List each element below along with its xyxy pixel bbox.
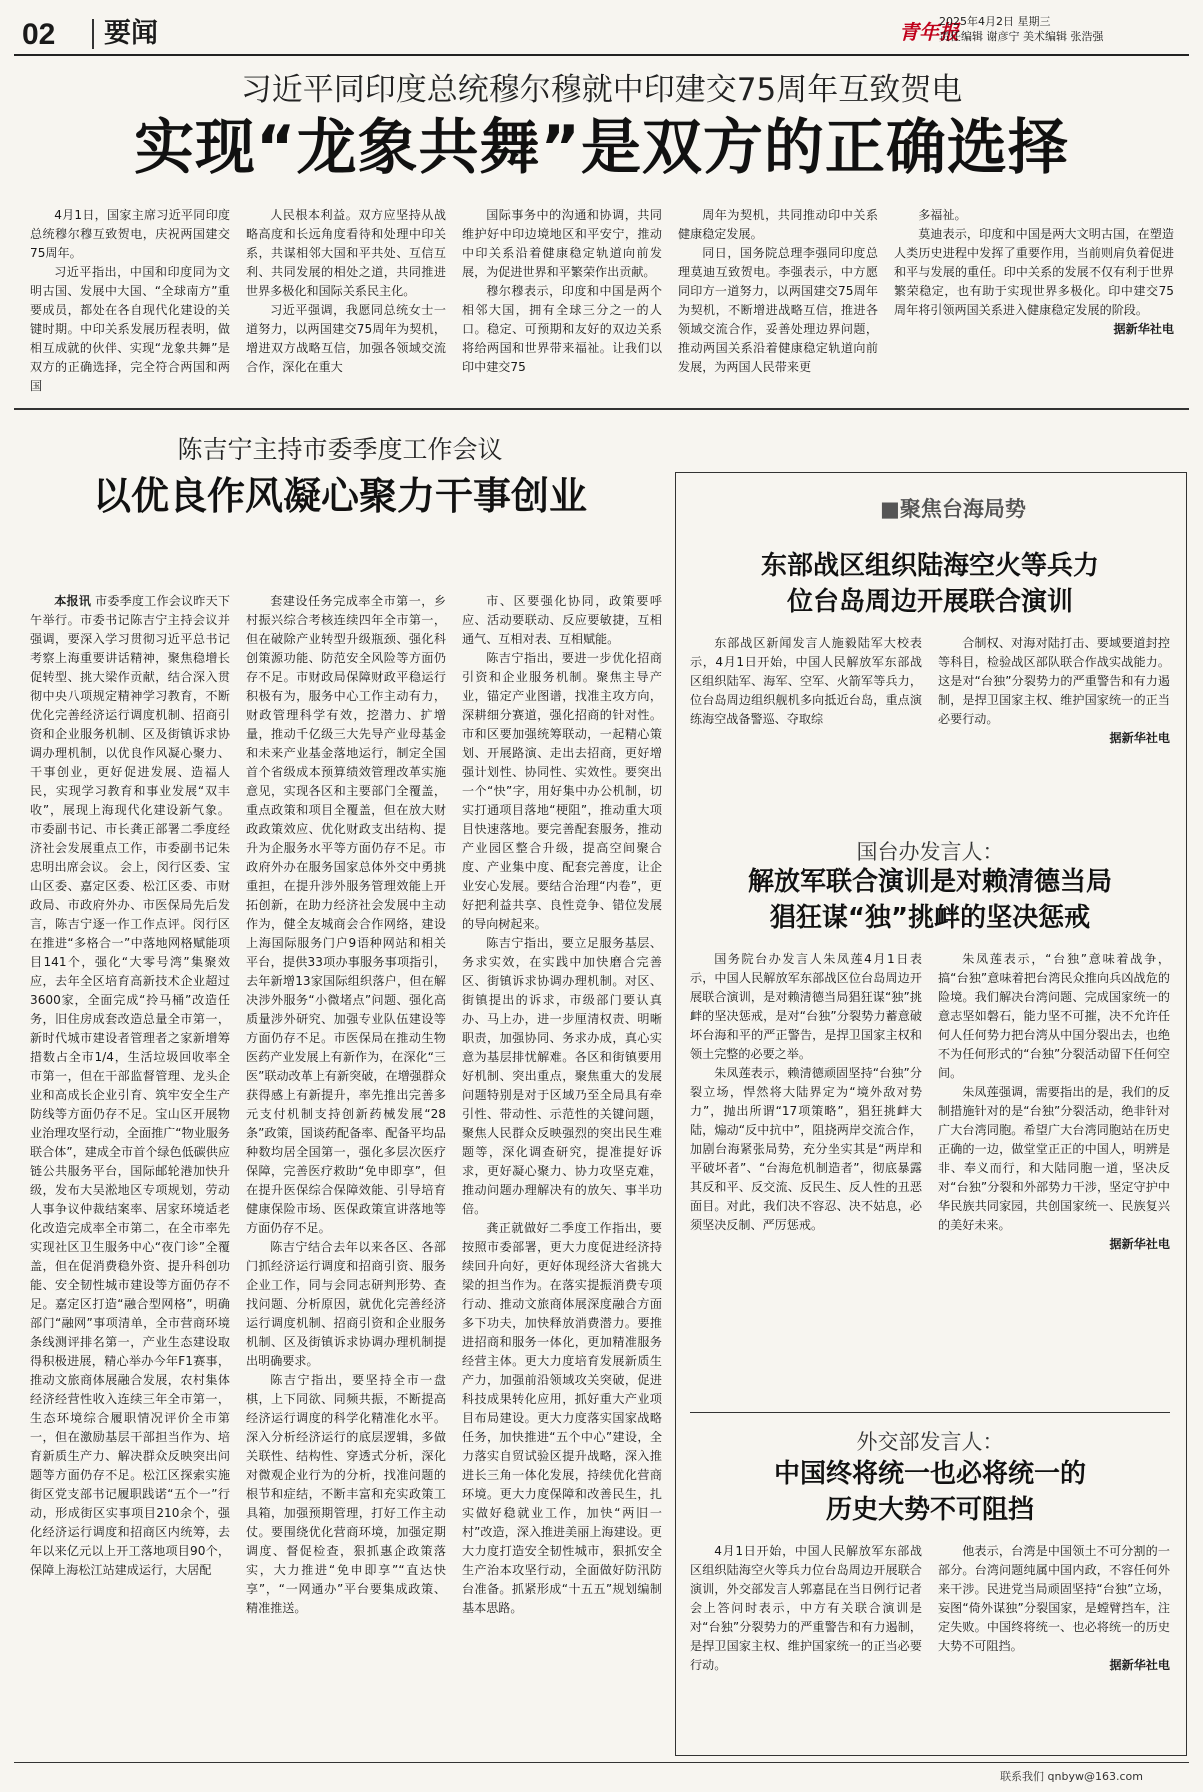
story1-col1: 4月1日，国家主席习近平同印度总统穆尔穆互致贺电，庆祝两国建交75周年。 习近平指出，中国和印度同为文明古国、发展中大国、“全球南方”重要成员，都处在各自现代化建设的关键时期。中印关系发展历程表明，做相互成就的伙伴、实现“龙象共舞”是双方的正确选择，完全符合两国和两国 [30,208,230,393]
story2-col2: 套建设任务完成率全市第一，乡村振兴综合考核连续四年全市第一，但在破除产业转型升级瓶颈、强化科创策源功能、防范安全风险等方面仍存不足。市财政局保障财政平稳运行积极有为，服务中心工作主动有力，财政管理科学有效，挖潜力、扩增量，推动千亿级三大先导产业母基金和未来产业基金落地运行，制定全国首个省级成本预算绩效管理改革实施意见，实现各区和主要部门全覆盖，重点政策和项目全覆盖，但在放大财政政策效应、优化财政支出结构、提升为企服务水平等方面仍存不足。市政府外办在服务国家总体外交中勇挑重担，在提升涉外服务管理效能上开拓创新，在助力经济社会发展中主动作为，健全友城商会合作网络，建设上海国际服务门户9语种网站和相关平台，提供33项办事服务事项指引，去年新增13家国际组织落户，但在解决涉外服务“小微堵点”问题、强化高质量涉外研究、加强专业队伍建设等方面仍存不足。市医保局在推动生物医药产业发展上有新作为，在深化“三医”联动改革上有新突破，在增强群众获得感上有新提升，率先推出完善多元支付机制支持创新药械发展“28条”政策，国谈药配备率、配备平均品种数均居全国第一，强化多层次医疗保障，完善医疗救助“免申即享”，但在提升医保综合保障效能、引导培育健康保险市场、医保政策宣讲落地等方面仍存不足。 陈吉宁结合去年以来各区、各部门抓经济运行调度和招商引资、服务企业工作，同与会同志研判形势、查找问题、分析原因，就优化完善经济运行调度机制、招商引资和企业服务机制、区及街镇诉求协调办理机制提出明确要求。 陈吉宁指出，要坚持全市一盘棋，上下同欲、同频共振，不断提高经济运行调度的科学化精准化水平。深入分析经济运行的底层逻辑，多做关联性、结构性、穿透式分析，深化对微观企业行为的分析，找准问题的根节和症结，不断丰富和充实政策工具箱，加强预期管理，打好工作主动仗。要围绕优化营商环境，加强定期调度、督促检查，狠抓惠企政策落实，大力推进“免申即享”“直达快享”，“一网通办”平台要集成政策、精准推送。 [246,594,446,1615]
sidebar3-col1: 4月1日开始，中国人民解放军东部战区组织陆海空火等兵力位台岛周边开展联合演训，外交部发言人郭嘉昆在当日例行记者会上答问时表示，中方有关联合演训是对“台独”分裂势力的严重警告和有力遏制，是捍卫国家主权、维护国家统一的正当必要行动。 [690,1544,922,1672]
story1-col4: 周年为契机，共同推动印中关系健康稳定发展。 同日，国务院总理李强同印度总理莫迪互致贺电。李强表示，中方愿同印方一道努力，以两国建交75周年为契机，不断增进战略互信，推进各领域交流合作，妥善处理边界问题，推动两国关系沿着健康稳定轨道向前发展，为两国人民带来更 [678,208,878,374]
sidebar2-headline [690,864,1170,936]
sidebar3-kicker: 外交部发言人： [856,1430,1004,1454]
story2-col3: 市、区要强化协同，政策要呼应、活动要联动、反应要敏捷，互相通气、互相对表、互相赋能。 陈吉宁指出，要进一步优化招商引资和企业服务机制。聚焦主导产业，锚定产业图谱，找准主攻方向，深耕细分赛道，强化招商的针对性。市和区要加强统筹联动，一起精心策划、开展路演、走出去招商，更好增强计划性、协同性、实效性。要突出一个“快”字，用好集中办公机制，切实打通项目落地“梗阻”，推动重大项目快速落地。要完善配套服务，推动产业园区整合升级，提高空间聚合度、产业集中度、配套完善度，让企业安心发展。要结合治理“内卷”，更好把利益共享、良性竞争、错位发展的导向树起来。 陈吉宁指出，要立足服务基层、务求实效，在实践中加快磨合完善区、街镇诉求协调办理机制。对区、街镇提出的诉求，市级部门要认真办、马上办，进一步厘清权责、明晰职责，加强协同、务求办成，真心实意为基层排忧解难。各区和街镇要用好机制、突出重点，聚焦重大的发展问题特别是对于区域乃至全局具有牵引性、带动性、示范性的关键问题，聚焦人民群众反映强烈的突出民生难题等，深化调查研究，提准提好诉求，更好凝心聚力、协力攻坚克难，推动问题办理解决有的放矢、事半功倍。 龚正就做好二季度工作指出，要按照市委部署，更大力度促进经济持续回升向好，更好体现经济大省挑大梁的担当作为。在落实提振消费专项行动、推动文旅商体展深度融合方面多下功夫，加快释放消费潜力。要推进招商和服务一体化，更加精准服务经营主体。更大力度培育发展新质生产力，加强前沿领域攻关突破，促进科技成果转化应用，抓好重大产业项目布局建设。更大力度落实国家战略任务，加快推进“五个中心”建设，全力落实自贸试验区提升战略，深入推进长三角一体化发展，持续优化营商环境。更大力度保障和改善民生，扎实做好稳就业工作，加快“两旧一村”改造，深入推进美丽上海建设。更大力度打造安全韧性城市，狠抓安全生产治本攻坚行动，全面做好防汛防台准备。抓紧形成“十五五”规划编制基本思路。 [462,594,662,1615]
sidebar-divider [690,1412,1170,1413]
page-number: 02 [22,18,56,51]
sidebar1-col2: 合制权、对海对陆打击、要域要道封控等科目，检验战区部队联合作战实战能力。这是对“台独”分裂势力的严重警告和有力遏制，是捍卫国家主权、维护国家统一的正当必要行动。 据新华社电 [938,634,1170,748]
sidebar1-source: 据新华社电 [1109,731,1170,745]
sidebar2-headline-line1: 解放军联合演训是对赖清德当局 [747,867,1112,897]
sidebar2-source: 据新华社电 [1109,1237,1170,1251]
sidebar3-headline-line1: 中国终将统一也必将统一的 [773,1459,1086,1489]
story1-source: 据新华社电 [1113,322,1174,336]
page-header [14,8,1189,56]
story1-col2: 人民根本利益。双方应坚持从战略高度和长远角度看待和处理中印关系，共谋相邻大国和平共处、互信互利、共同发展的相处之道，共同推进世界多极化和国际关系民主化。 习近平强调，我愿同总统女士一道努力，以两国建交75周年为契机，增进双方战略互信，加强各领域交流合作，深化在重大 [246,208,446,374]
focus-label: ■聚焦台海局势 [880,497,1026,521]
footer-contact: 联系我们 qnbyw@163.com [1000,1770,1143,1783]
editors-line: 责任编辑 谢彦宁 美术编辑 张浩强 [939,30,1104,43]
story1-col5: 多福祉。 莫迪表示，印度和中国是两大文明古国，在塑造人类历史进程中发挥了重要作用，当前则肩负着促进和平与发展的重任。印中关系的发展不仅有利于世界繁荣稳定，也有助于实现世界多极化。印中建交75周年将引领两国关系进入健康稳定发展的阶段。 据新华社电 [894,206,1174,339]
story1-kicker: 习近平同印度总统穆尔穆就中印建交75周年互致贺电 [240,72,963,108]
story1-headline: 实现“龙象共舞”是双方的正确选择 [134,113,1069,183]
sidebar3-headline [690,1456,1170,1528]
sidebar3-col2: 他表示，台湾是中国领土不可分割的一部分。台湾问题纯属中国内政，不容任何外来干涉。民进党当局顽固坚持“台独”立场，妄图“倚外谋独”分裂国家，是螳臂挡车，注定失败。中国终将统一、也必将统一的历史大势不可阻挡。 据新华社电 [938,1542,1170,1675]
story2-headline: 以优良作风凝心聚力干事创业 [92,474,587,518]
sidebar3-source: 据新华社电 [1109,1658,1170,1672]
sidebar1-headline-line1: 东部战区组织陆海空火等兵力 [760,551,1099,581]
sidebar2-kicker: 国台办发言人： [856,840,1004,864]
divider [14,408,1189,410]
sidebar1-headline [690,548,1170,620]
issue-date: 2025年4月2日 星期三 [939,15,1051,28]
section-name: 要闻 [92,19,158,49]
story2-col1: 本报讯 市委季度工作会议昨天下午举行。市委书记陈吉宁主持会议并强调，要深入学习贯彻习近平总书记考察上海重要讲话精神，聚焦稳增长促转型、挑大梁作贡献，结合深入贯彻中央八项规定精神学习教育，不断优化完善经济运行调度机制、招商引资和企业服务机制、区及街镇诉求协调办理机制，以优良作风凝心聚力、干事创业，更好促进发展、造福人民，实现学习教育和事业发展“双丰收”，展现上海现代化建设新气象。 市委副书记、市长龚正部署二季度经济社会发展重点工作，市委副书记朱忠明出席会议。 会上，闵行区委、宝山区委、嘉定区委、松江区委、市财政局、市政府外办、市医保局先后发言，陈吉宁逐一作工作点评。闵行区在推进“多格合一”中落地网格赋能项目141个，强化“大零号湾”集聚效应，去年全区培育高新技术企业超过3600家，全面完成“拎马桶”改造任务，旧住房成套改造总量全市第一，新时代城市建设者管理者之家新增筹措数占全市1/4，生活垃圾回收率全市第一，但在干部监督管理、龙头企业和高成长企业引育、筑牢安全生产防线等方面仍存不足。宝山区开展物业治理攻坚行动，全面推广“物业服务联合体”，建成全市首个绿色低碳供应链公共服务平台，国际邮轮港加快升级，发布大吴淞地区专项规划，劳动人事争议仲裁结案率、居家环境适老化改造完成率全市第二，在全市率先实现社区卫生服务中心“夜门诊”全覆盖，但在促消费稳外资、提升科创功能、安全韧性城市建设等方面仍存不足。嘉定区打造“融合型网格”，明确部门“融网”事项清单，全市营商环境条线测评排名第一，产业生态建设取得积极进展，精心举办今年F1赛事，推动文旅商体展融合发展，农村集体经济经营性收入连续三年全市第一，生态环境综合履职情况评价全市第一，但在激励基层干部担当作为、培育新质生产力、解决群众反映突出问题等方面仍存不足。松江区探索实施街区党支部书记履职践诺“五个一”行动，形成街区实事项目210余个，强化经济运行调度和招商区内统筹，去年以来亿元以上开工落地项目90个，保障上海松江站建成运行，大居配 [30,594,230,1577]
issue-meta [939,14,1104,44]
sidebar1-col1: 东部战区新闻发言人施毅陆军大校表示，4月1日开始，中国人民解放军东部战区组织陆军、海军、空军、火箭军等兵力，位台岛周边组织舰机多向抵近台岛，重点演练海空战备警巡、夺取综 [690,636,922,726]
sidebar2-col2: 朱凤莲表示，“台独”意味着战争，搞“台独”意味着把台湾民众推向兵凶战危的险境。我们解决台湾问题、完成国家统一的意志坚如磐石，能力坚不可摧，决不允许任何人任何势力把台湾从中国分裂出去，也绝不为任何形式的“台独”分裂活动留下任何空间。 朱凤莲强调，需要指出的是，我们的反制措施针对的是“台独”分裂活动，绝非针对广大台湾同胞。希望广大台湾同胞站在历史正确的一边，做堂堂正正的中国人，明辨是非、奉义而行，和大陆同胞一道，坚决反对“台独”分裂和外部势力干涉，坚定守护中华民族共同家园，共创国家统一、民族复兴的美好未来。 据新华社电 [938,950,1170,1254]
sidebar1-headline-line2: 位台岛周边开展联合演训 [786,587,1073,617]
story2-lead-label: 本报讯 [54,594,92,608]
footer-rule [14,1762,1189,1763]
story2-kicker: 陈吉宁主持市委季度工作会议 [177,435,503,464]
sidebar2-headline-line2: 猖狂谋“独”挑衅的坚决惩戒 [769,903,1091,933]
sidebar2-col1: 国务院台办发言人朱凤莲4月1日表示，中国人民解放军东部战区位台岛周边开展联合演训，是对赖清德当局猖狂谋“独”挑衅的坚决惩戒，是对“台独”分裂势力蓄意破坏台海和平的严正警告，是捍卫国家主权和领土完整的必要之举。 朱凤莲表示，赖清德顽固坚持“台独”分裂立场，悍然将大陆界定为“境外敌对势力”，抛出所谓“17项策略”，猖狂挑衅大陆，煽动“反中抗中”，阻挠两岸交流合作，加剧台海紧张局势，充分坐实其是“两岸和平破坏者”、“台海危机制造者”，彻底暴露其反和平、反交流、反民生、反人性的丑恶面目。对此，我们决不容忍、决不姑息，必须坚决反制、严厉惩戒。 [690,952,922,1232]
sidebar3-headline-line2: 历史大势不可阻挡 [825,1495,1034,1525]
story1-col3: 国际事务中的沟通和协调，共同维护好中印边境地区和平安宁，推动中印关系沿着健康稳定轨道向前发展，为促进世界和平繁荣作出贡献。 穆尔穆表示，印度和中国是两个相邻大国，拥有全球三分之一的人口。稳定、可预期和友好的双边关系将给两国和世界带来福祉。让我们以印中建交75 [462,208,662,374]
masthead-logo: 青年报 [899,20,959,44]
